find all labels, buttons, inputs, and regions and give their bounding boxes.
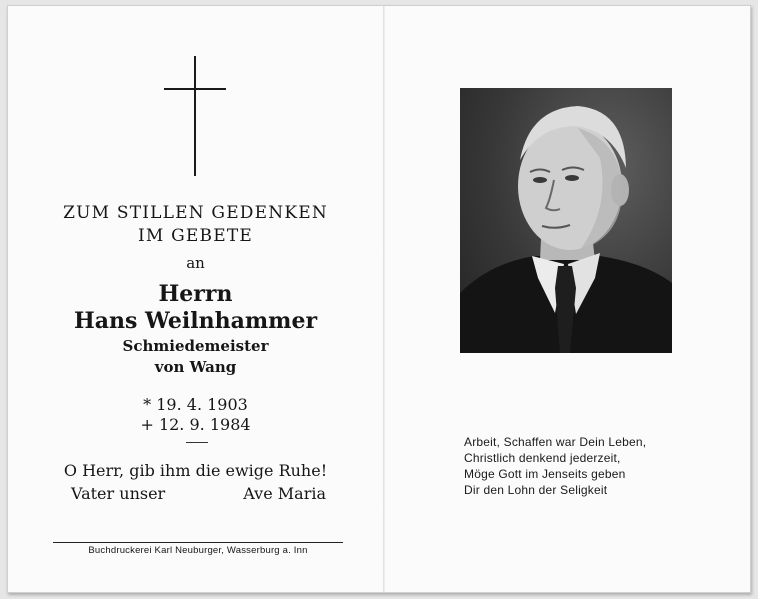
prayer-line: O Herr, gib ihm die ewige Ruhe! — [63, 461, 328, 480]
prayer-vater-unser: Vater unser — [71, 484, 166, 503]
portrait-image — [460, 88, 672, 353]
printer-imprint: Buchdruckerei Karl Neuburger, Wasserburg a. Inn — [88, 545, 308, 556]
origin: von Wang — [154, 358, 237, 376]
birth-date: * 19. 4. 1903 — [143, 395, 248, 414]
portrait-photo — [460, 88, 672, 353]
occupation: Schmiedemeister — [122, 337, 269, 355]
prayer-ave-maria: Ave Maria — [243, 484, 326, 503]
verse-line: Möge Gott im Jenseits geben — [464, 467, 626, 481]
heading-line-1: ZUM STILLEN GEDENKEN — [63, 203, 328, 223]
verse-line: Arbeit, Schaffen war Dein Leben, — [464, 435, 647, 449]
title-herrn: Herrn — [158, 281, 233, 307]
memorial-card — [7, 5, 751, 593]
memorial-verse — [464, 434, 646, 498]
deceased-name: Hans Weilnhammer — [73, 308, 318, 334]
fold-line — [383, 6, 385, 592]
prayer-row — [71, 484, 326, 503]
connector-text: an — [186, 254, 205, 272]
heading-line-2: IM GEBETE — [138, 226, 253, 246]
separator-dash — [186, 442, 208, 443]
cross-icon-bar — [164, 88, 226, 90]
verse-line: Dir den Lohn der Seligkeit — [464, 483, 608, 497]
printer-rule — [53, 542, 343, 543]
death-date: + 12. 9. 1984 — [140, 415, 251, 434]
cross-icon — [194, 56, 196, 176]
verse-line: Christlich denkend jederzeit, — [464, 451, 621, 465]
